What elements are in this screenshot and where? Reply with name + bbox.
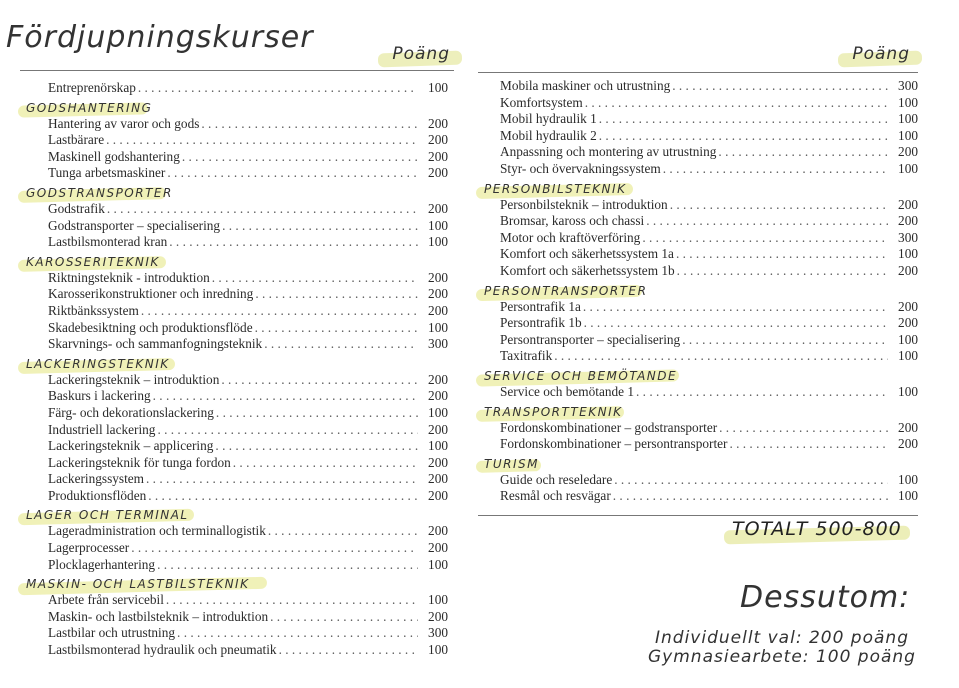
course-row: [20, 471, 448, 488]
dot-leader: [166, 592, 418, 608]
course-row: [478, 246, 918, 263]
course-points: 200: [428, 286, 448, 302]
right-course-list: [478, 54, 918, 505]
course-points: 100: [428, 642, 448, 658]
course-name: Fordonskombinationer – persontransporter: [500, 436, 728, 452]
dot-leader: [148, 488, 418, 504]
dot-leader: [216, 405, 418, 421]
course-name: Motor och kraftöverföring: [500, 229, 641, 245]
section-heading: [26, 575, 448, 591]
course-points: 200: [428, 302, 448, 318]
course-points: 200: [428, 421, 448, 437]
dot-leader: [718, 144, 888, 160]
course-points: 200: [898, 262, 918, 278]
section-heading-text: PERSONTRANSPORTER: [484, 283, 648, 298]
course-points: 200: [898, 419, 918, 435]
course-points: 200: [428, 487, 448, 503]
course-row: [478, 213, 918, 230]
course-points: 100: [898, 94, 918, 110]
course-name: Persontrafik 1b: [500, 315, 582, 331]
dot-leader: [672, 78, 888, 94]
course-row: [20, 455, 448, 472]
course-row: [20, 557, 448, 574]
dot-leader: [222, 218, 418, 234]
section-heading-text: MASKIN- OCH LASTBILSTEKNIK: [26, 577, 250, 592]
course-points: 200: [428, 371, 448, 387]
section-heading-text: TRANSPORTTEKNIK: [484, 404, 623, 419]
course-name: Maskinell godshantering: [48, 148, 180, 164]
dot-leader: [255, 320, 418, 336]
course-points: 100: [428, 319, 448, 335]
dot-leader: [157, 557, 418, 573]
course-name: Maskin- och lastbilsteknik – introduktion: [48, 608, 269, 624]
course-row: [20, 234, 448, 251]
section-heading: [484, 367, 918, 383]
course-points: 100: [428, 438, 448, 454]
dot-leader: [677, 263, 888, 279]
dot-leader: [106, 132, 418, 148]
dot-leader: [682, 332, 888, 348]
course-row: [20, 388, 448, 405]
dot-leader: [233, 455, 418, 471]
dot-leader: [642, 230, 888, 246]
dot-leader: [554, 348, 888, 364]
dot-leader: [141, 303, 418, 319]
course-points: 100: [898, 127, 918, 143]
course-points: 300: [428, 336, 448, 352]
course-points: 200: [428, 540, 448, 556]
course-row: [478, 128, 918, 145]
diploma-project-line: Gymnasiearbete: 100 poäng: [648, 647, 916, 667]
course-row: [20, 523, 448, 540]
course-name: Lastbärare: [48, 132, 105, 148]
course-row: [20, 592, 448, 609]
dot-leader: [221, 372, 418, 388]
course-row: [20, 116, 448, 133]
course-points: 200: [898, 315, 918, 331]
course-name: Personbilsteknik – introduktion: [500, 196, 668, 212]
dot-leader: [729, 436, 888, 452]
course-name: Styr- och övervakningssystem: [500, 160, 661, 176]
dot-leader: [670, 197, 888, 213]
course-row: [478, 161, 918, 178]
dot-leader: [146, 471, 418, 487]
section-heading-text: LAGER OCH TERMINAL: [26, 508, 189, 523]
course-points: 100: [898, 348, 918, 364]
course-row: [20, 270, 448, 287]
dot-leader: [169, 234, 418, 250]
course-row: [20, 438, 448, 455]
course-points: 200: [428, 132, 448, 148]
total-text: TOTALT 500-800: [732, 518, 902, 540]
course-row: [478, 472, 918, 489]
left-course-panel: [20, 44, 450, 659]
course-name: Anpassning och montering av utrustning: [500, 144, 717, 160]
dot-leader: [107, 201, 418, 217]
section-heading: [484, 403, 918, 419]
course-name: Tunga arbetsmaskiner: [48, 165, 166, 181]
dot-leader: [636, 384, 888, 400]
section-heading-text: LACKERINGSTEKNIK: [26, 356, 170, 371]
right-bottom-divider: [478, 515, 918, 516]
points-header-right: [844, 44, 918, 64]
dot-leader: [268, 523, 418, 539]
course-points: 200: [898, 196, 918, 212]
course-row: [20, 201, 448, 218]
dot-leader: [177, 625, 418, 641]
dot-leader: [613, 488, 888, 504]
course-row: [20, 625, 448, 642]
course-name: Lastbilar och utrustning: [48, 625, 176, 641]
section-heading: [26, 506, 448, 522]
section-heading-text: GODSTRANSPORTER: [26, 185, 173, 200]
dot-leader: [279, 642, 418, 658]
section-heading: [484, 455, 918, 471]
left-top-divider: [20, 70, 454, 71]
dot-leader: [157, 422, 418, 438]
section-heading-text: KAROSSERITEKNIK: [26, 254, 160, 269]
course-row: [20, 336, 448, 353]
course-points: 100: [898, 246, 918, 262]
dot-leader: [201, 116, 418, 132]
points-label: Poäng: [852, 44, 910, 64]
dot-leader: [138, 80, 418, 96]
course-points: 200: [428, 471, 448, 487]
course-name: Baskurs i lackering: [48, 388, 151, 404]
course-row: [20, 286, 448, 303]
dot-leader: [153, 388, 418, 404]
course-name: Service och bemötande 1: [500, 383, 635, 399]
course-name: Lackeringsteknik – introduktion: [48, 371, 220, 387]
course-name: Mobila maskiner och utrustning: [500, 78, 671, 93]
course-row: [478, 263, 918, 280]
points-header-left: [384, 44, 458, 64]
course-row: [478, 348, 918, 365]
course-points: 300: [898, 229, 918, 245]
section-heading: [26, 253, 448, 269]
dot-leader: [599, 128, 888, 144]
course-points: 300: [898, 78, 918, 93]
dot-leader: [719, 420, 888, 436]
course-name: Godstrafik: [48, 200, 105, 216]
course-name: Skarvnings- och sammanfogningsteknik: [48, 336, 263, 352]
course-name: Mobil hydraulik 1: [500, 111, 597, 127]
course-name: Industriell lackering: [48, 421, 156, 437]
course-name: Taxitrafik: [500, 348, 553, 364]
course-row: [20, 422, 448, 439]
dot-leader: [255, 286, 418, 302]
section-heading: [484, 180, 918, 196]
course-name: Persontransporter – specialisering: [500, 331, 681, 347]
course-row: [478, 315, 918, 332]
course-points: 200: [898, 144, 918, 160]
course-name: Lastbilsmonterad kran: [48, 234, 168, 250]
course-name: Produktionsflöden: [48, 487, 147, 503]
course-name: Lastbilsmonterad hydraulik och pneumatik: [48, 642, 277, 658]
dot-leader: [584, 315, 888, 331]
course-name: Mobil hydraulik 2: [500, 127, 597, 143]
dot-leader: [131, 540, 418, 556]
section-heading: [26, 184, 448, 200]
course-row: [478, 78, 918, 95]
course-name: Lageradministration och terminallogistik: [48, 523, 266, 539]
section-heading: [26, 355, 448, 371]
course-points: 200: [428, 388, 448, 404]
page-title: Fördjupningskurser: [6, 20, 314, 56]
course-points: 100: [428, 592, 448, 608]
course-row: [478, 197, 918, 214]
course-name: Komfort och säkerhetssystem 1b: [500, 262, 675, 278]
dot-leader: [663, 161, 888, 177]
course-points: 100: [428, 234, 448, 250]
course-points: 100: [898, 331, 918, 347]
course-points: 200: [428, 148, 448, 164]
course-points: 200: [428, 523, 448, 539]
course-points: 100: [428, 404, 448, 420]
total-points: [732, 518, 902, 540]
section-heading: [484, 282, 918, 298]
section-heading-text: GODSHANTERING: [26, 100, 153, 115]
course-row: [20, 405, 448, 422]
course-name: Entreprenörskap: [48, 80, 136, 95]
dot-leader: [264, 336, 418, 352]
course-row: [20, 372, 448, 389]
course-points: 100: [898, 383, 918, 399]
course-name: Arbete från servicebil: [48, 592, 164, 608]
course-name: Godstransporter – specialisering: [48, 217, 221, 233]
course-points: 100: [898, 160, 918, 176]
course-name: Guide och reseledare: [500, 471, 613, 487]
course-name: Karosserikonstruktioner och inredning: [48, 286, 254, 302]
section-heading-text: PERSONBILSTEKNIK: [484, 181, 627, 196]
course-row: [20, 80, 448, 97]
course-row: [478, 332, 918, 349]
section-heading: [26, 99, 448, 115]
course-points: 100: [428, 80, 448, 95]
course-row: [478, 230, 918, 247]
course-points: 200: [898, 298, 918, 314]
course-name: Lackeringsteknik för tunga fordon: [48, 454, 231, 470]
dot-leader: [182, 149, 418, 165]
course-row: [478, 95, 918, 112]
course-points: 100: [428, 217, 448, 233]
dot-leader: [585, 95, 888, 111]
course-row: [20, 320, 448, 337]
course-row: [478, 111, 918, 128]
course-points: 100: [898, 488, 918, 504]
course-name: Lackeringsteknik – applicering: [48, 438, 214, 454]
course-row: [478, 299, 918, 316]
course-name: Hantering av varor och gods: [48, 115, 200, 131]
dot-leader: [583, 299, 888, 315]
course-row: [20, 132, 448, 149]
course-name: Skadebesiktning och produktionsflöde: [48, 319, 253, 335]
course-points: 100: [898, 111, 918, 127]
course-row: [478, 420, 918, 437]
course-name: Fordonskombinationer – godstransporter: [500, 419, 718, 435]
course-name: Plocklagerhantering: [48, 556, 156, 572]
extra-heading: Dessutom:: [740, 580, 911, 615]
course-points: 200: [898, 213, 918, 229]
course-row: [478, 488, 918, 505]
course-row: [478, 384, 918, 401]
dot-leader: [167, 165, 418, 181]
points-label: Poäng: [392, 44, 450, 64]
right-course-panel: [478, 44, 918, 505]
dot-leader: [676, 246, 888, 262]
course-row: [478, 436, 918, 453]
course-row: [20, 540, 448, 557]
course-row: [20, 609, 448, 626]
course-row: [20, 149, 448, 166]
course-name: Färg- och dekorationslackering: [48, 404, 214, 420]
course-row: [478, 144, 918, 161]
dot-leader: [270, 609, 418, 625]
course-name: Lackeringssystem: [48, 471, 145, 487]
right-top-divider: [478, 72, 918, 73]
course-points: 200: [898, 436, 918, 452]
course-name: Persontrafik 1a: [500, 298, 581, 314]
section-heading-text: TURISM: [484, 456, 539, 471]
course-points: 200: [428, 200, 448, 216]
course-name: Riktningsteknik - introduktion: [48, 269, 210, 285]
course-points: 200: [428, 269, 448, 285]
course-row: [20, 642, 448, 659]
course-points: 100: [898, 471, 918, 487]
individual-choice-line: Individuellt val: 200 poäng: [655, 628, 909, 648]
course-name: Komfort och säkerhetssystem 1a: [500, 246, 674, 262]
course-points: 200: [428, 165, 448, 181]
course-points: 200: [428, 608, 448, 624]
course-name: Komfortsystem: [500, 94, 583, 110]
course-name: Lagerprocesser: [48, 540, 130, 556]
course-name: Resmål och resvägar: [500, 488, 611, 504]
course-row: [20, 488, 448, 505]
course-points: 100: [428, 556, 448, 572]
course-points: 200: [428, 454, 448, 470]
course-name: Riktbänkssystem: [48, 302, 139, 318]
dot-leader: [599, 111, 888, 127]
dot-leader: [614, 472, 888, 488]
course-name: Bromsar, kaross och chassi: [500, 213, 645, 229]
dot-leader: [212, 270, 418, 286]
section-heading-text: SERVICE OCH BEMÖTANDE: [484, 368, 678, 383]
course-row: [20, 218, 448, 235]
course-row: [20, 165, 448, 182]
dot-leader: [646, 213, 888, 229]
course-row: [20, 303, 448, 320]
course-points: 200: [428, 115, 448, 131]
left-course-list: [20, 54, 448, 659]
dot-leader: [215, 438, 418, 454]
course-points: 300: [428, 625, 448, 641]
